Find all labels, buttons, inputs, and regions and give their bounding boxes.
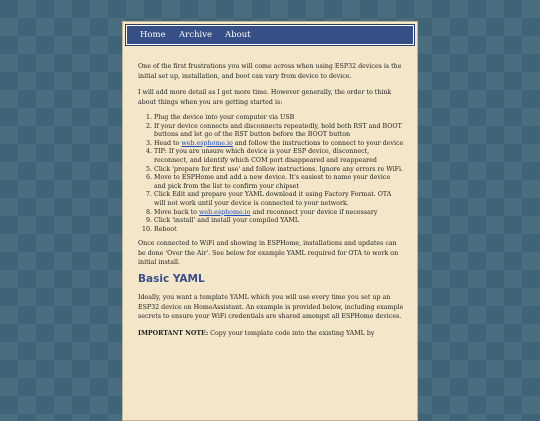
yaml-paragraph: Ideally, you want a template YAML which you will use every time you set up an ESP32 device on HomeAssistant. An example is provided below, including example secrets to ensure your WiFi credentials are shared amongst all ESPHome devices. — [138, 294, 404, 321]
list-item: 6. Move to ESPHome and add a new device. It's easiest to name your device and pick from the list to confirm your chipset — [154, 174, 404, 191]
list-item — [154, 209, 404, 218]
article-content — [138, 62, 404, 345]
list-item: 1. Plug the device into your computer via USB — [154, 114, 404, 123]
nav-about-link[interactable]: About — [225, 30, 251, 40]
esphome-web-link[interactable]: web.esphome.io — [181, 139, 233, 147]
esphome-web-link[interactable]: web.esphome.io — [198, 208, 251, 216]
page-container — [122, 21, 418, 421]
step-text: Move back to — [154, 208, 199, 216]
list-item: 4. TIP: If you are unsure which device is your ESP device, disconnect, reconnect, and identify which COM port disappeared and reappeared — [154, 148, 404, 165]
note-label: IMPORTANT NOTE: — [138, 329, 209, 337]
list-item: 2. If your device connects and disconnects repeatedly, hold both RST and BOOT buttons and let go of the RST button before the BOOT button — [154, 123, 404, 140]
list-item: 10. Reboot — [154, 226, 404, 235]
note-text: Copy your template code into the existing YAML by — [208, 329, 375, 337]
step-text: Head to — [154, 139, 182, 147]
step-text: and follow the instructions to connect to your device — [232, 139, 404, 147]
nav-home-link[interactable]: Home — [140, 30, 166, 40]
list-item: 7. Click Edit and prepare your YAML download it using Factory Format. OTA will not work until your device is connected to your network. — [154, 191, 404, 208]
intro-paragraph-2: I will add more detail as I get more time. However generally, the order to think about things when you are getting started is: — [138, 89, 392, 106]
nav-archive-link[interactable]: Archive — [179, 30, 212, 40]
list-item: 9. Click 'install' and install your compiled YAML — [154, 217, 404, 226]
list-item — [154, 140, 404, 149]
top-nav — [126, 25, 414, 45]
intro-paragraph: One of the first frustrations you will come across when using ESP32 devices is the initial set up, installation, and boot can vary from device to device. — [138, 63, 402, 80]
important-note — [138, 329, 404, 339]
ota-paragraph: Once connected to WiFi and showing in ESPHome, installations and updates can be done 'Over the Air'. See below for example YAML required for OTA to work on initial install. — [138, 240, 399, 267]
list-item: 5. Click 'prepare for first use' and follow instructions. Ignore any errors re WiFi. — [154, 166, 404, 175]
setup-steps-list — [138, 114, 404, 234]
step-text: and reconnect your device if necessary — [250, 208, 378, 216]
section-heading-basic-yaml: Basic YAML — [138, 272, 205, 285]
